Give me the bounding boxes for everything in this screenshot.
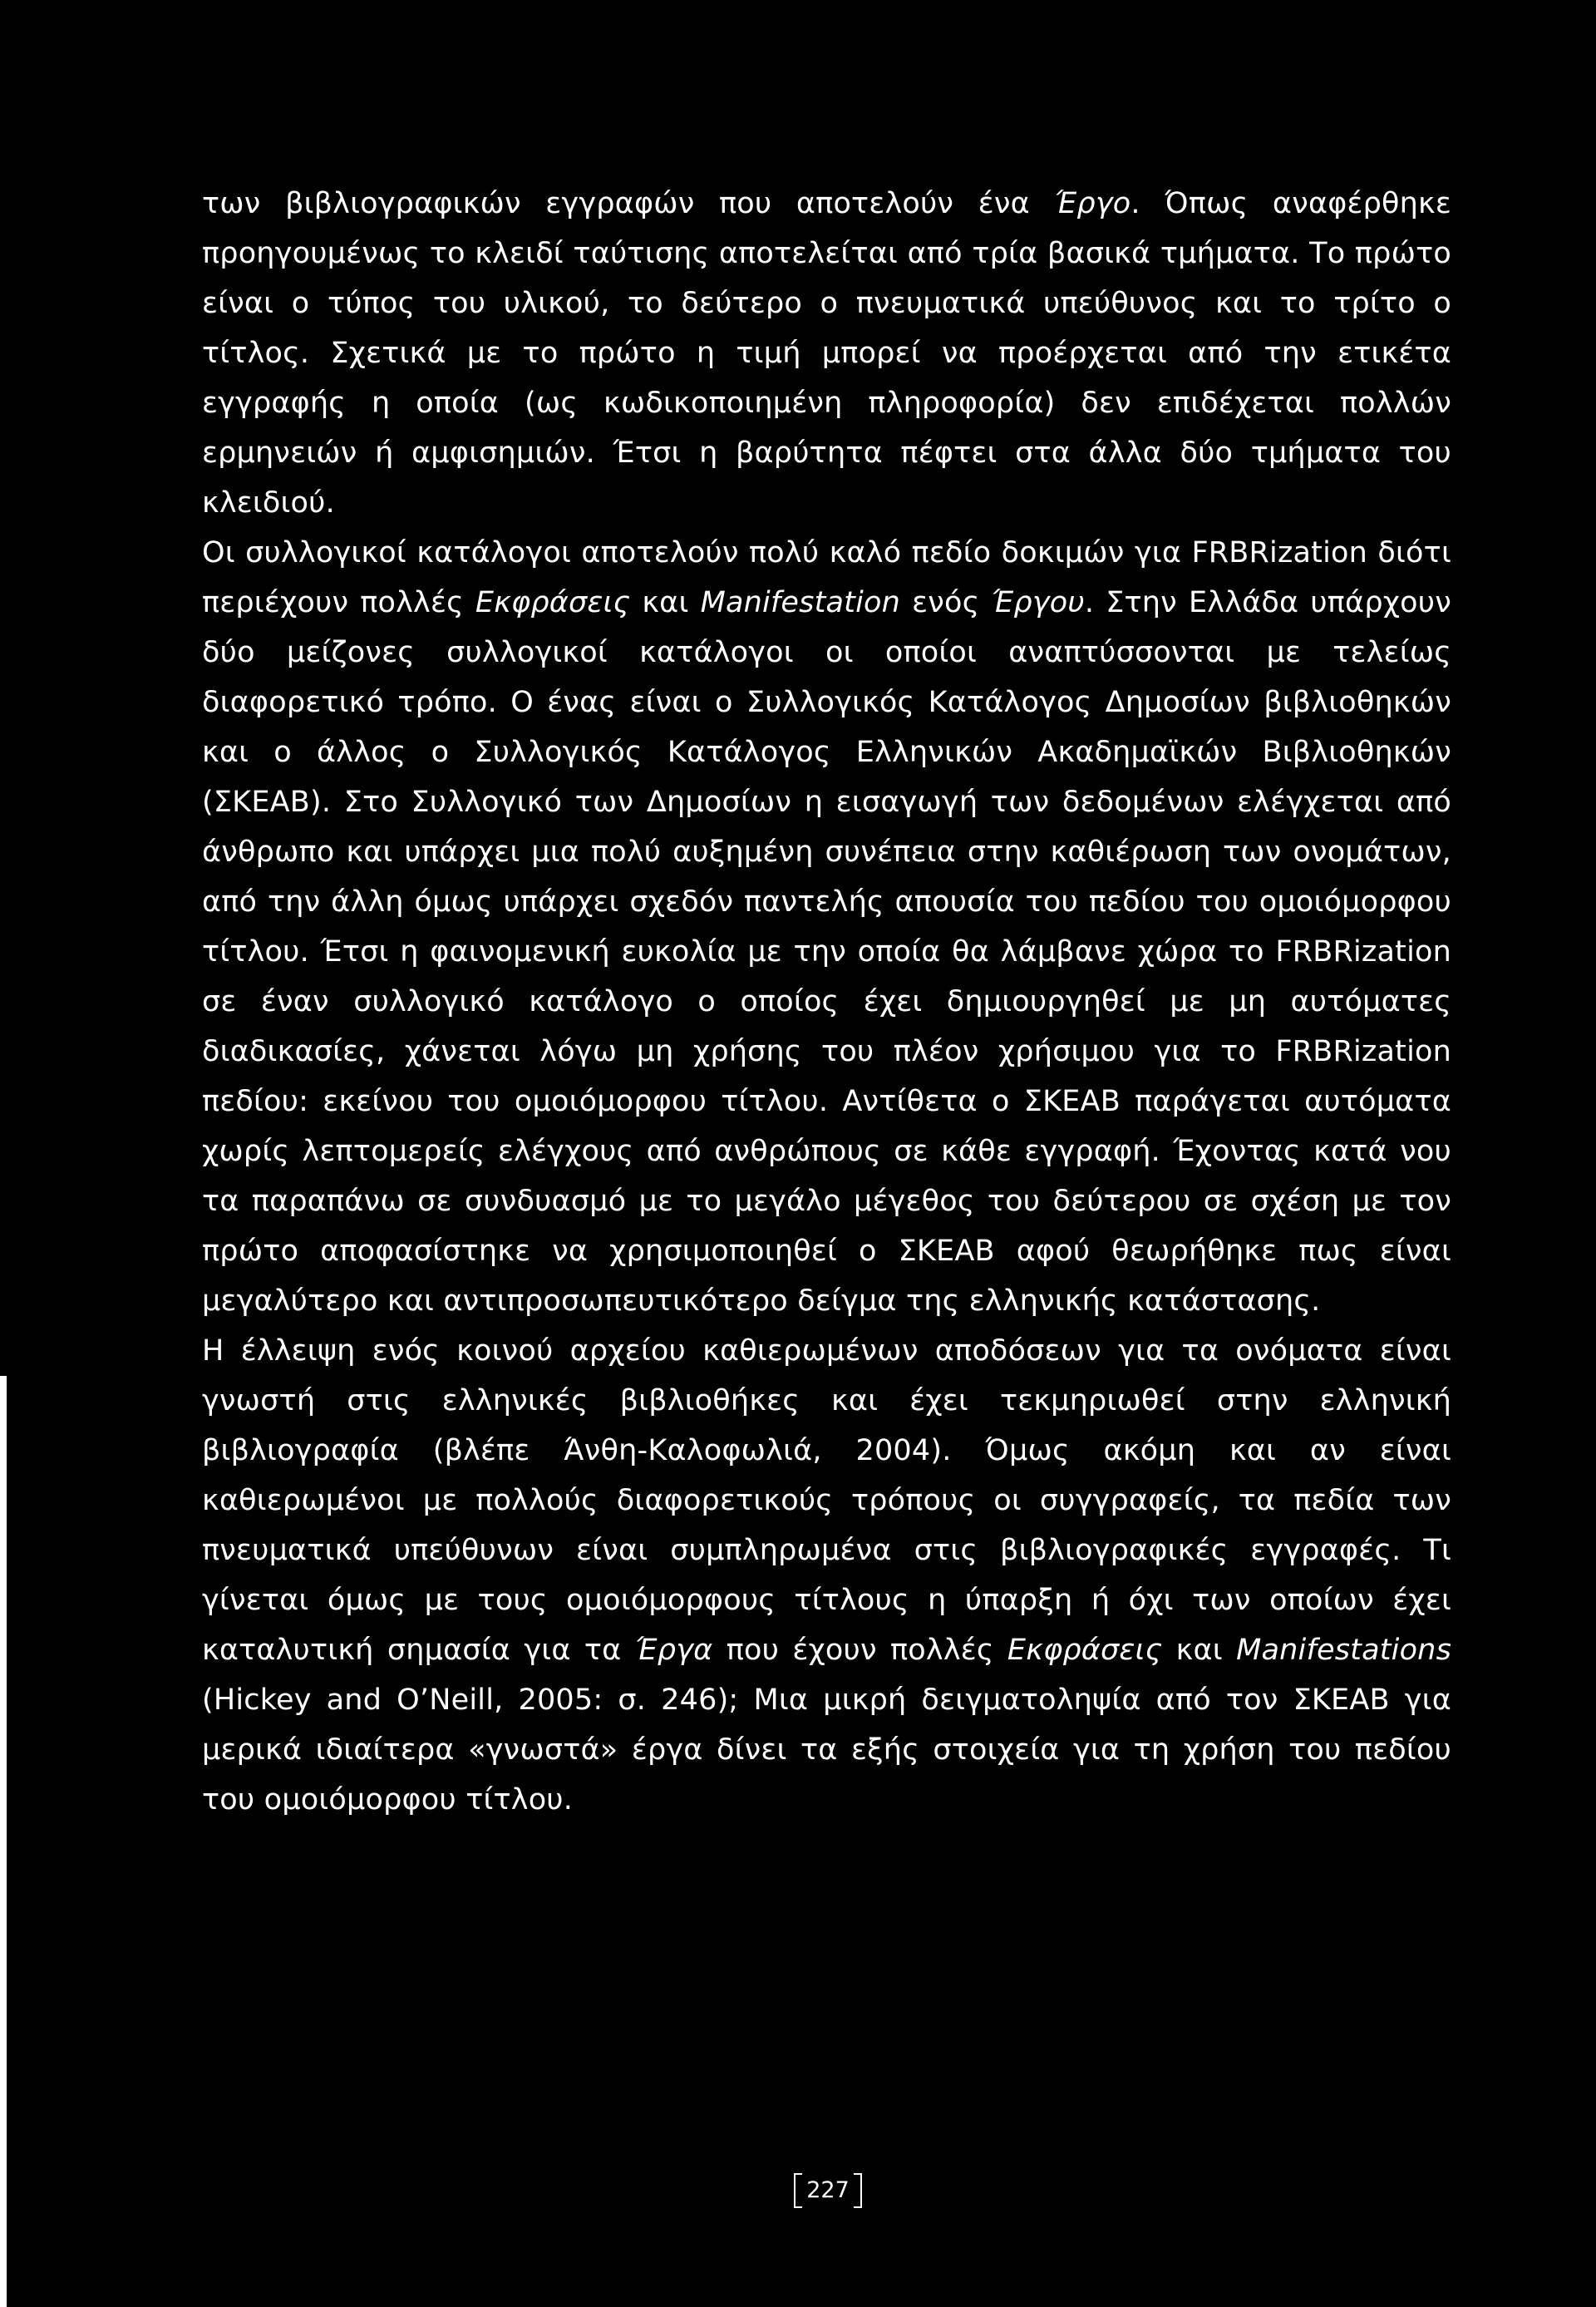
paragraph-1 xyxy=(202,179,1451,528)
text-run: Οι συλλογικοί κατάλογοι αποτελούν πολύ καλό πεδίο δοκιμών για FRBRization διότι περιέχουν πολλές xyxy=(202,536,1451,619)
text-run: και xyxy=(630,586,701,619)
italic-term: Έργο xyxy=(1054,187,1131,220)
italic-term: Έργα xyxy=(634,1634,713,1667)
page-number xyxy=(794,2173,862,2208)
text-run: των βιβλιογραφικών εγγραφών που αποτελούν ένα xyxy=(202,187,1055,220)
italic-term: Έργου xyxy=(991,586,1085,619)
italic-term: Manifestations xyxy=(1236,1634,1452,1667)
text-run: ενός xyxy=(900,586,992,619)
page-number-bracket-left xyxy=(794,2173,802,2208)
text-run: . Στην Ελλάδα υπάρχουν δύο μείζονες συλλογικοί κατάλογοι οι οποίοι αναπτύσσονται με τελείως διαφορετικό τρόπο. Ο ένας είναι ο Συλλογικός Κατάλογος Δημοσίων βιβλιοθηκών και ο άλλος ο Συλλογικός Κατάλογος Ελληνικών Ακαδημαϊκών Βιβλιοθηκών (ΣΚΕΑΒ). Στο Συλλογικό των Δημοσίων η εισαγωγή των δεδομένων ελέγχεται από άνθρωπο και υπάρχει μια πολύ αυξημένη συνέπεια στην καθιέρωση των ονομάτων, από την άλλη όμως υπάρχει σχεδόν παντελής απουσία του πεδίου του ομοιόμορφου τίτλου. Έτσι η φαινομενική ευκολία με την οποία θα λάμβανε χώρα το FRBRization σε έναν συλλογικό κατάλογο ο οποίος έχει δημιουργηθεί με μη αυτόματες διαδικασίες, χάνεται λόγω μη χρήσης του πλέον χρήσιμου για το FRBRization πεδίου: εκείνου του ομοιόμορφου τίτλου. Αντίθετα ο ΣΚΕΑΒ παράγεται αυτόματα χωρίς λεπτομερείς ελέγχους από ανθρώπους σε κάθε εγγραφή. Έχοντας κατά νου τα παραπάνω σε συνδυασμό με το μεγάλο μέγεθος του δεύτερου σε σχέση με τον πρώτο αποφασίστηκε να χρησιμοποιηθεί ο ΣΚΕΑΒ αφού θεωρήθηκε πως είναι μεγαλύτερο και αντιπροσωπευτικότερο δείγμα της ελληνικής κατάστασης. xyxy=(202,586,1451,1318)
text-run: Η έλλειψη ενός κοινού αρχείου καθιερωμένων αποδόσεων για τα ονόματα είναι γνωστή στις ελληνικές βιβλιοθήκες και έχει τεκμηριωθεί στην ελληνική βιβλιογραφία (βλέπε Άνθη-Καλοφωλιά, 2004). Όμως ακόμη και αν είναι καθιερωμένοι με πολλούς διαφορετικούς τρόπους οι συγγραφείς, τα πεδία των πνευματικά υπεύθυνων είναι συμπληρωμένα στις βιβλιογραφικές εγγραφές. Τι γίνεται όμως με τους ομοιόμορφους τίτλους η ύπαρξη ή όχι των οποίων έχει καταλυτική σημασία για τα xyxy=(202,1334,1451,1667)
italic-term: Εκφράσεις xyxy=(1007,1634,1163,1667)
italic-term: Manifestation xyxy=(700,586,901,619)
paragraph-3 xyxy=(202,1326,1451,1825)
page-edge-rule xyxy=(0,1376,7,2307)
italic-term: Εκφράσεις xyxy=(475,586,631,619)
page-number-value: 227 xyxy=(806,2177,850,2203)
paragraph-2 xyxy=(202,528,1451,1326)
body-text xyxy=(202,179,1451,1825)
text-run: . Όπως αναφέρθηκε προηγουμένως το κλειδί ταύτισης αποτελείται από τρία βασικά τμήματα. Το πρώτο είναι ο τύπος του υλικού, το δεύτερο ο πνευματικά υπεύθυνος και το τρίτο ο τίτλος. Σχετικά με το πρώτο η τιμή μπορεί να προέρχεται από την ετικέτα εγγραφής η οποία (ως κωδικοποιημένη πληροφορία) δεν επιδέχεται πολλών ερμηνειών ή αμφισημιών. Έτσι η βαρύτητα πέφτει στα άλλα δύο τμήματα του κλειδιού. xyxy=(202,187,1451,520)
text-run: (Hickey and O’Neill, 2005: σ. 246); Μια μικρή δειγματοληψία από τον ΣΚΕΑΒ για μερικά ιδιαίτερα «γνωστά» έργα δίνει τα εξής στοιχεία για τη χρήση του πεδίου του ομοιόμορφου τίτλου. xyxy=(202,1683,1451,1817)
text-run: και xyxy=(1162,1634,1237,1667)
text-run: που έχουν πολλές xyxy=(712,1634,1007,1667)
page-number-bracket-right xyxy=(854,2173,862,2208)
